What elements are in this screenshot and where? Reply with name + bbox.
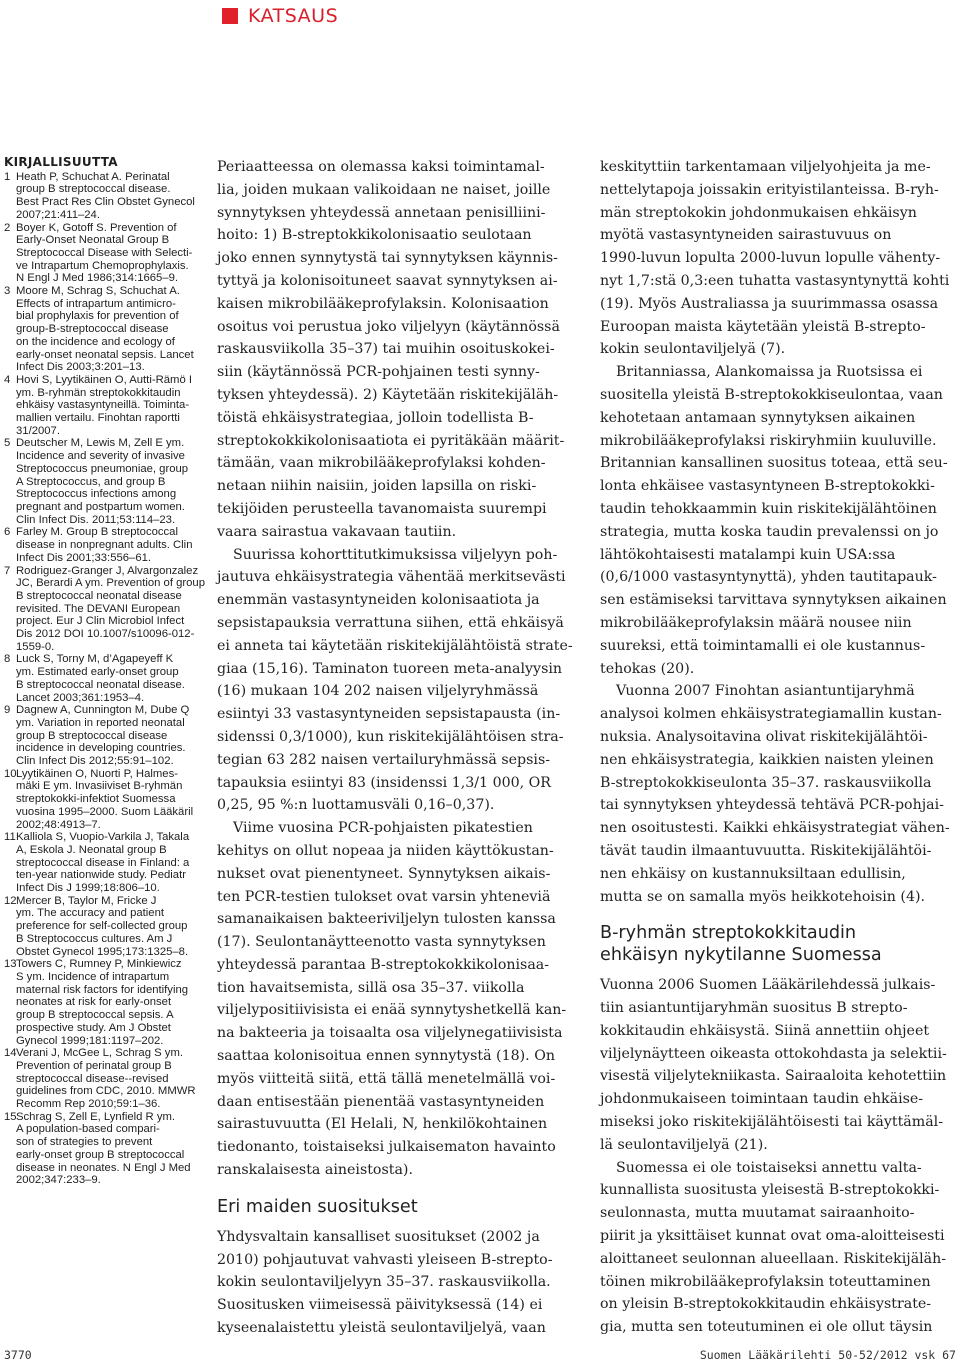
reference-line: Moore M, Schrag S, Schuchat A. [16,285,180,298]
paragraph-line: seulonnasta, mutta muutamat sairaanhoito- [600,1205,915,1222]
paragraph-line: kunnallista suositusta yleisestä B-streptokokki- [600,1182,940,1199]
reference-line: Boyer K, Gotoff S. Prevention of [16,221,177,234]
paragraph-line: Vuonna 2007 Finohtan asiantuntijaryhmä [616,683,915,700]
paragraph-line: keskityttiin tarkentamaan viljelyohjeita ja me- [600,159,931,175]
section-header [222,4,338,28]
paragraph-line: Vuonna 2006 Suomen Lääkärilehdessä julkais- [600,977,936,994]
reference-number: 15 [4,1110,17,1123]
paragraph-line: sairastuvuutta (El Helali, N, henkilökohtainen [217,1116,548,1133]
reference-number: 5 [4,437,11,450]
paragraph-line: gia, mutta sen toteutuminen ei ole ollut täysin [600,1319,933,1336]
reference-text [16,704,190,768]
reference-number: 2 [4,221,11,234]
paragraph-line: siin (käytännössä PCR-pohjainen testi synny- [217,364,540,381]
references-title: KIRJALLISUUTTA [4,155,118,169]
reference-item [4,526,193,564]
paragraph-line: män streptokokin johdonmukaisen ehkäisyn [600,204,917,221]
paragraph-line: giaa (15,16). Taminaton tuoreen meta-analyysin [217,660,563,677]
reference-line: Lancet 2003;361:1953–4. [16,691,145,704]
paragraph-line: Suomessa ei ole toistaiseksi annettu valta- [616,1159,922,1176]
reference-text [16,285,194,374]
reference-number: 12 [4,894,17,907]
article-paragraph [217,1226,561,1340]
reference-line: B Streptococcus cultures. Am J [16,932,173,945]
page-number: 3770 [4,1348,32,1362]
paragraph-line: lia, joiden mukaan valikoidaan ne naiset, joille [217,181,551,198]
section-marker-square [222,8,238,24]
reference-line: preference for self-collected group [16,920,188,933]
reference-line: neonates at risk for early-onset [16,996,172,1009]
reference-line: ehkäisy vastasyntyneillä. Toiminta- [16,399,190,412]
paragraph-line: aloittaneet seulonnan alueellaan. Riskitekijäläh- [600,1250,947,1267]
reference-number: 13 [4,958,17,971]
paragraph-line: tai synnytyksen yhteydessä tehtävä PCR-pohjai- [600,797,944,814]
reference-number: 14 [4,1047,17,1060]
paragraph-line: visestä viljelytekniikasta. Sairaaloita kehotettiin [600,1068,947,1085]
paragraph-line: tegian 63 282 naisen vertailuryhmässä sepsis- [217,751,551,768]
reference-item [4,767,194,832]
paragraph-line: tiin asiantuntijaryhmän suositus B strepto- [600,1000,908,1017]
reference-number: 6 [4,526,11,539]
reference-text [16,895,190,959]
reference-line: guidelines from CDC, 2010. MMWR [16,1085,196,1098]
reference-line: Mercer B, Taylor M, Fricke J [16,894,157,907]
article-paragraph [600,1157,947,1339]
paragraph-line: nen ehkäisystrategia, kaikkien naisten yleinen [600,751,934,768]
article-column-2 [217,156,573,1340]
reference-line: Gynecol 1999;181:1197–202. [16,1034,164,1047]
paragraph-line: Yhdysvaltain kansalliset suositukset (2002 ja [217,1228,540,1245]
reference-line: Early-Onset Neonatal Group B [16,234,170,247]
reference-line: Schrag S, Zell E, Lynfield R ym. [16,1110,176,1123]
reference-line: mäki E ym. Invasiiviset B-ryhmän [16,780,183,793]
reference-text [16,831,190,895]
reference-item [4,958,190,1047]
paragraph-line: tiedonanto, toistaiseksi julkaisematon havainto [217,1139,556,1156]
reference-text [16,1111,191,1187]
paragraph-line: Euroopan maista käytetään yleistä B-strepto- [600,318,926,335]
reference-line: Heath P, Schuchat A. Perinatal [16,170,170,183]
paragraph-line: kyseenalaistettu yleistä seulontaviljelyä, vaan [217,1320,546,1337]
reference-line: Best Pract Res Clin Obstet Gynecol [16,196,195,209]
paragraph-line: netaan niihin naisiin, joiden lapsilla on riski- [217,478,537,495]
article-paragraph [217,156,565,544]
paragraph-line: nyt 1,7:stä 0,3:een tuhatta vastasyntynyttä kohti [600,272,950,289]
paragraph-line: ranskalaisesta aineistosta). [217,1162,413,1179]
paragraph-line: nuksia. Analysoitavina olivat riskitekijälähtöi- [600,728,928,745]
paragraph-line: Suositusken viimeisessä päivityksessä (14) ei [217,1297,543,1314]
reference-line: ym. B-ryhmän streptokokkitaudin [16,386,181,399]
reference-line: Farley M. Group B streptococcal [16,526,178,539]
reference-line: A, Eskola J. Neonatal group B [16,843,167,856]
paragraph-line: myös viitteitä siitä, että tällä menetelmällä voi- [217,1070,556,1087]
paragraph-line: mikrobilääkeprofylaksin määrä nousee niin [600,614,912,631]
paragraph-line: taudin tehokkaammin kuin riskitekijälähtöinen [600,500,937,517]
reference-item [4,373,193,438]
reference-line: early-onset group B streptococcal [16,1148,185,1161]
paragraph-line: (0,6/1000 vastasyntynyttä), yhden tautitapauk- [600,569,937,586]
paragraph-line: kokin seulontaviljelyä (7). [600,341,786,358]
paragraph-line: 2010) pohjautuvat vahvasti yleiseen B-strepto- [217,1251,553,1268]
paragraph-line: tyksen yhteydessä). 2) Käytetään riskitekijäläh- [217,386,559,403]
reference-number: 1 [4,170,11,183]
reference-line: B streptococcal neonatal disease [16,589,182,602]
paragraph-line: töinen mikrobilääkeprofylaksin toteuttaminen [600,1273,931,1290]
reference-line: son of strategies to prevent [16,1136,153,1149]
reference-line: Lyytikäinen O, Nuorti P, Halmes- [16,767,178,780]
reference-line: Incidence and severity of invasive [16,450,185,463]
reference-item [4,831,190,895]
reference-line: Deutscher M, Lewis M, Zell E ym. [16,437,185,450]
reference-line: Dagnew A, Cunnington M, Dube Q [16,704,190,717]
paragraph-line: (16) mukaan 104 202 naisen viljelyryhmässä [217,683,539,700]
section-heading [600,922,944,966]
paragraph-line: jautuva ehkäisystrategia vähentää merkitsevästi [217,569,566,586]
reference-line: Towers C, Rumney P, Minkiewicz [16,958,182,971]
paragraph-line: tapauksia esiintyi 83 (insidenssi 1,3/1 000, OR [217,774,551,791]
reference-item [4,895,190,959]
reference-line: 2002;347:233–9. [16,1174,101,1187]
reference-line: Verani J, McGee L, Schrag S ym. [16,1047,184,1060]
article-paragraph [600,974,947,1156]
reference-item [4,170,195,222]
paragraph-line: kokin seulontaviljelyyn 35–37. raskausviikolla. [217,1274,551,1291]
article-paragraph [217,544,573,818]
reference-line: mallien vertailu. Finohtan raportti [16,412,180,425]
paragraph-line: nen ehkäisy on kustannuksiltaan edullisin, [600,865,906,882]
reference-text [16,958,190,1047]
paragraph-line: tehokas (20). [600,660,695,677]
reference-line: bial prophylaxis for prevention of [16,310,179,323]
reference-item [4,653,190,704]
reference-number: 7 [4,564,11,577]
paragraph-line: lähtökohtaisesti matalampi kuin USA:ssa [600,546,896,563]
article-paragraph [217,817,567,1182]
reference-line: Clin Infect Dis. 2011;53:114–23. [16,513,176,526]
reference-line: Hovi S, Lyytikäinen O, Autti-Rämö I [16,373,193,386]
paragraph-line: osoitus voi perustua joko viljelyyn (käytännössä [217,318,560,335]
paragraph-line: samanaikaisen bakteeriviljelyn tulosten kanssa [217,911,556,928]
reference-line: Streptococcus pneumoniae, group [16,462,189,475]
article-paragraph [600,361,948,680]
reference-line: N Engl J Med 1986;314:1665–9. [16,272,179,285]
paragraph-line: viljelypositiivisista ei enää synnytyshetkellä kan- [217,1002,567,1019]
paragraph-line: myötä vastasyntyneiden sairastuvuus on [600,227,892,244]
paragraph-line: (17). Seulontanäytteenotto vasta synnytyksen [217,934,546,951]
section-label: KATSAUS [248,5,339,27]
reference-line: 31/2007. [16,424,60,437]
paragraph-line: nen osoitustesti. Kaikki ehkäisystrategiat vähen- [600,820,950,837]
section-heading [217,1196,561,1218]
paragraph-line: lonta ehkäisee vastasyntyneen B-streptokokki- [600,478,935,495]
reference-line: group-B-streptococcal disease [16,323,169,336]
reference-line: ym. The accuracy and patient [16,907,164,920]
heading-line: ehkäisyn nykytilanne Suomessa [600,945,882,966]
paragraph-line: miseksi joko riskitekijälähtöisesti tai käyttämäl- [600,1114,944,1131]
references-list [4,155,206,1187]
reference-text [16,768,193,832]
journal-info: Suomen Lääkärilehti 50-52/2012 vsk 67 [699,1348,956,1362]
paragraph-line: ei anneta tai käytetään riskitekijälähtöistä strate- [217,637,573,654]
paragraph-line: suositella yleistä B-streptokokkiseulontaa, vaan [600,386,943,403]
reference-line: early-onset neonatal sepsis. Lancet [16,348,194,361]
reference-line: vuosina 1995–2000. Suom Lääkäril [16,805,194,818]
article-paragraph [600,680,950,908]
paragraph-line: daan entisestään pienentää vastasyntyneiden [217,1093,545,1110]
paragraph-line: tion havaitsemista, sillä osa 35–37. viikolla [217,979,525,996]
paragraph-line: lä seulontaviljelyä (21). [600,1136,768,1153]
reference-text [16,1047,196,1111]
reference-line: streptococcal disease--revised [16,1072,169,1085]
article-column-3 [600,156,950,1339]
reference-line: JC, Berardi A ym. Prevention of group [16,577,206,590]
reference-line: Streptococcal Disease with Selecti- [16,246,193,259]
paragraph-line: 0,25, 95 %:n luottamusväli 0,16–0,37). [217,797,495,814]
paragraph-line: Britanniassa, Alankomaissa ja Ruotsissa ei [616,364,923,381]
reference-item [4,285,194,374]
paragraph-line: na bakteeria ja toisaalta osa viljelynegatiivisista [217,1025,563,1042]
reference-line: B streptococcal neonatal disease. [16,678,185,691]
reference-line: Clin Infect Dis 2012;55:91–102. [16,755,174,768]
reference-line: disease in neonates. N Engl J Med [16,1161,191,1174]
reference-line: Prevention of perinatal group B [16,1059,172,1072]
paragraph-line: töistä ehkäisystrategiaa, jolloin todellista B- [217,409,534,426]
reference-line: disease in nonpregnant adults. Clin [16,539,193,552]
reference-line: revisited. The DEVANI European [16,602,181,615]
paragraph-line: tekijöiden perusteella tavanomaista suurempi [217,500,547,517]
reference-item [4,1111,190,1187]
reference-text [16,437,190,526]
paragraph-line: 1990-luvun lopulta 2000-luvun lopulle vähenty- [600,250,941,267]
reference-line: Luck S, Torny M, d’Agapeyeff K [16,653,174,666]
reference-text [16,653,190,704]
reference-number: 8 [4,653,11,666]
reference-line: 2007;21:411–24. [16,208,100,221]
reference-line: on the incidence and ecology of [16,335,175,348]
reference-item [4,1047,196,1111]
reference-line: pregnant and postpartum women. [16,500,185,513]
reference-line: streptokokki-infektiot Suomessa [16,793,176,806]
reference-line: 2002;48:4913–7. [16,818,101,831]
paragraph-line: johdonmukaiseen toimintaan taudin ehkäise- [600,1091,924,1108]
paragraph-line: sidenssi 0,3/1000), kun riskitekijälähtöisen stra- [217,728,564,745]
reference-text [16,222,192,286]
reference-item [4,704,190,768]
heading-line: Eri maiden suositukset [217,1196,418,1217]
reference-line: maternal risk factors for identifying [16,983,189,996]
paragraph-line: kehotetaan antamaan synnytyksen aikainen [600,409,916,426]
reference-line: ten-year nationwide study. Pediatr [16,869,186,882]
reference-line: Dis 2012 DOI 10.1007/s10096-012- [16,628,195,641]
paragraph-line: (19). Myös Australiassa ja suurimmassa osassa [600,295,939,312]
reference-line: Infect Dis J 1999;18:806–10. [16,882,160,895]
paragraph-line: viljelynäytteen oikeasta ottokohdasta ja selektii- [600,1045,947,1062]
paragraph-line: on yleisin B-streptokokkitaudin ehkäisystrate- [600,1296,932,1313]
reference-text [16,565,205,654]
reference-line: ym. Estimated early-onset group [16,666,179,679]
heading-line: B-ryhmän streptokokkitaudin [600,923,857,944]
reference-line: group B streptococcal disease. [16,183,171,196]
paragraph-line: streptokokkikolonisaatiota ei pyritäkään määrit- [217,432,565,449]
reference-line: project. Eur J Clin Microbiol Infect [16,615,185,628]
paragraph-line: ten PCR-testien tulokset ovat varsin yhteneviä [217,888,551,905]
reference-number: 11 [4,831,16,844]
reference-line: Recomm Rep 2010;59:1–36. [16,1098,161,1111]
reference-line: prospective study. Am J Obstet [16,1021,171,1034]
reference-line: group B streptococcal sepsis. A [16,1009,174,1022]
reference-line: Obstet Gynecol 1995;173:1325–8. [16,945,189,958]
reference-line: Effects of intrapartum antimicro- [16,297,176,310]
paragraph-line: B-streptokokkiseulonta 35–37. raskausviikolla [600,774,932,791]
reference-line: incidence in developing countries. [16,742,186,755]
paragraph-line: vaara sairastua vakavaan tautiin. [217,523,457,540]
reference-line: A population-based compari- [16,1123,160,1136]
paragraph-line: joko ennen synnytystä tai synnytyksen käynnis- [217,250,558,267]
paragraph-line: enemmän vastasyntyneiden kolonisaatiota ja [217,592,540,609]
reference-line: streptococcal disease in Finland: a [16,856,190,869]
article-paragraph [600,156,950,361]
reference-line: Infect Dis 2001;33:556–61. [16,551,152,564]
paragraph-line: analysoi kolmen ehkäisystrategiamallin kustan- [600,706,942,723]
paragraph-line: mutta se on samalla myös heikkotehoisin (4). [600,888,926,905]
reference-line: S ym. Incidence of intrapartum [16,971,170,983]
paragraph-line: kehitys on ollut nopeaa ja niiden käyttökustan- [217,842,554,859]
reference-item [4,564,206,654]
reference-item [4,221,193,286]
paragraph-line: raskausviikolla 35–37) tai muihin osoituskokei- [217,341,555,358]
reference-number: 3 [4,285,11,298]
reference-number: 10 [4,767,17,780]
reference-line: 1559-0. [16,640,55,653]
reference-line: A Streptococcus, and group B [16,475,166,488]
paragraph-line: tävät taudin ilmaantuvuutta. Riskitekijälähtöi- [600,842,932,859]
paragraph-line: sen estämiseksi tarvittava synnytyksen aikainen [600,592,947,609]
reference-line: Rodriguez-Granger J, Alvargonzalez [16,564,199,577]
reference-line: ve Intrapartum Chemoprophylaxis. [16,259,189,272]
reference-number: 4 [4,373,11,386]
paragraph-line: nukset ovat pienentyneet. Synnytyksen aikais- [217,865,551,882]
paragraph-line: tyttyä ja kolonisoituneet saavat synnytyksen ai- [217,272,558,289]
paragraph-line: piirit ja yksittäiset kunnat ovat oma-aloitteisesti [600,1228,945,1245]
paragraph-line: yhteydessä parantaa B-streptokokkikolonisaa- [217,956,550,973]
reference-line: Infect Dis 2003;3:201–13. [16,361,145,374]
paragraph-line: Periaatteessa on olemassa kaksi toimintamal- [217,159,545,175]
reference-line: Streptococcus infections among [16,488,177,501]
reference-text [16,171,195,222]
paragraph-line: sepsistapauksia verrattuna siihen, että ehkäisyä [217,614,564,631]
reference-text [16,526,192,564]
paragraph-line: tämään, vaan mikrobilääkeprofylaksi kohden- [217,455,546,472]
paragraph-line: hoito: 1) B-streptokkikolonisaatio seulotaan [217,227,532,244]
reference-number: 9 [4,704,11,717]
paragraph-line: strategia, mutta koska taudin prevalenssi on jo [600,523,939,540]
paragraph-line: Suurissa kohorttitutkimuksissa viljelyyn poh- [233,546,558,563]
paragraph-line: mikrobilääkeprofylaksi riskiryhmiin kuuluville. [600,432,937,449]
paragraph-line: kaisen mikrobilääkeprofylaksin. Kolonisaation [217,295,549,312]
paragraph-line: saattaa kolonisoitua ennen synnytystä (18). On [217,1048,555,1065]
page-footer [0,1348,960,1364]
reference-line: ym. Variation in reported neonatal [16,716,185,729]
reference-line: Kalliola S, Vuopio-Varkila J, Takala [16,831,190,844]
reference-line: group B streptococcal disease [16,729,168,742]
paragraph-line: suureksi, että toimintamalli ei ole kustannus- [600,637,926,654]
paragraph-line: Viime vuosina PCR-pohjaisten pikatestien [233,820,533,837]
paragraph-line: synnytyksen yhteydessä annetaan penisilliini- [217,204,546,221]
paragraph-line: kokkitaudin ehkäisystä. Siinä annettiin ohjeet [600,1022,930,1039]
paragraph-line: Britannian kansallinen suositus toteaa, että seu- [600,455,948,472]
reference-text [16,374,192,438]
reference-item [4,437,190,526]
paragraph-line: esiintyi 33 vastasyntyneiden sepsistapausta (in- [217,706,561,723]
paragraph-line: nettelytapoja joissakin erityistilanteissa. B-ryh- [600,181,939,198]
